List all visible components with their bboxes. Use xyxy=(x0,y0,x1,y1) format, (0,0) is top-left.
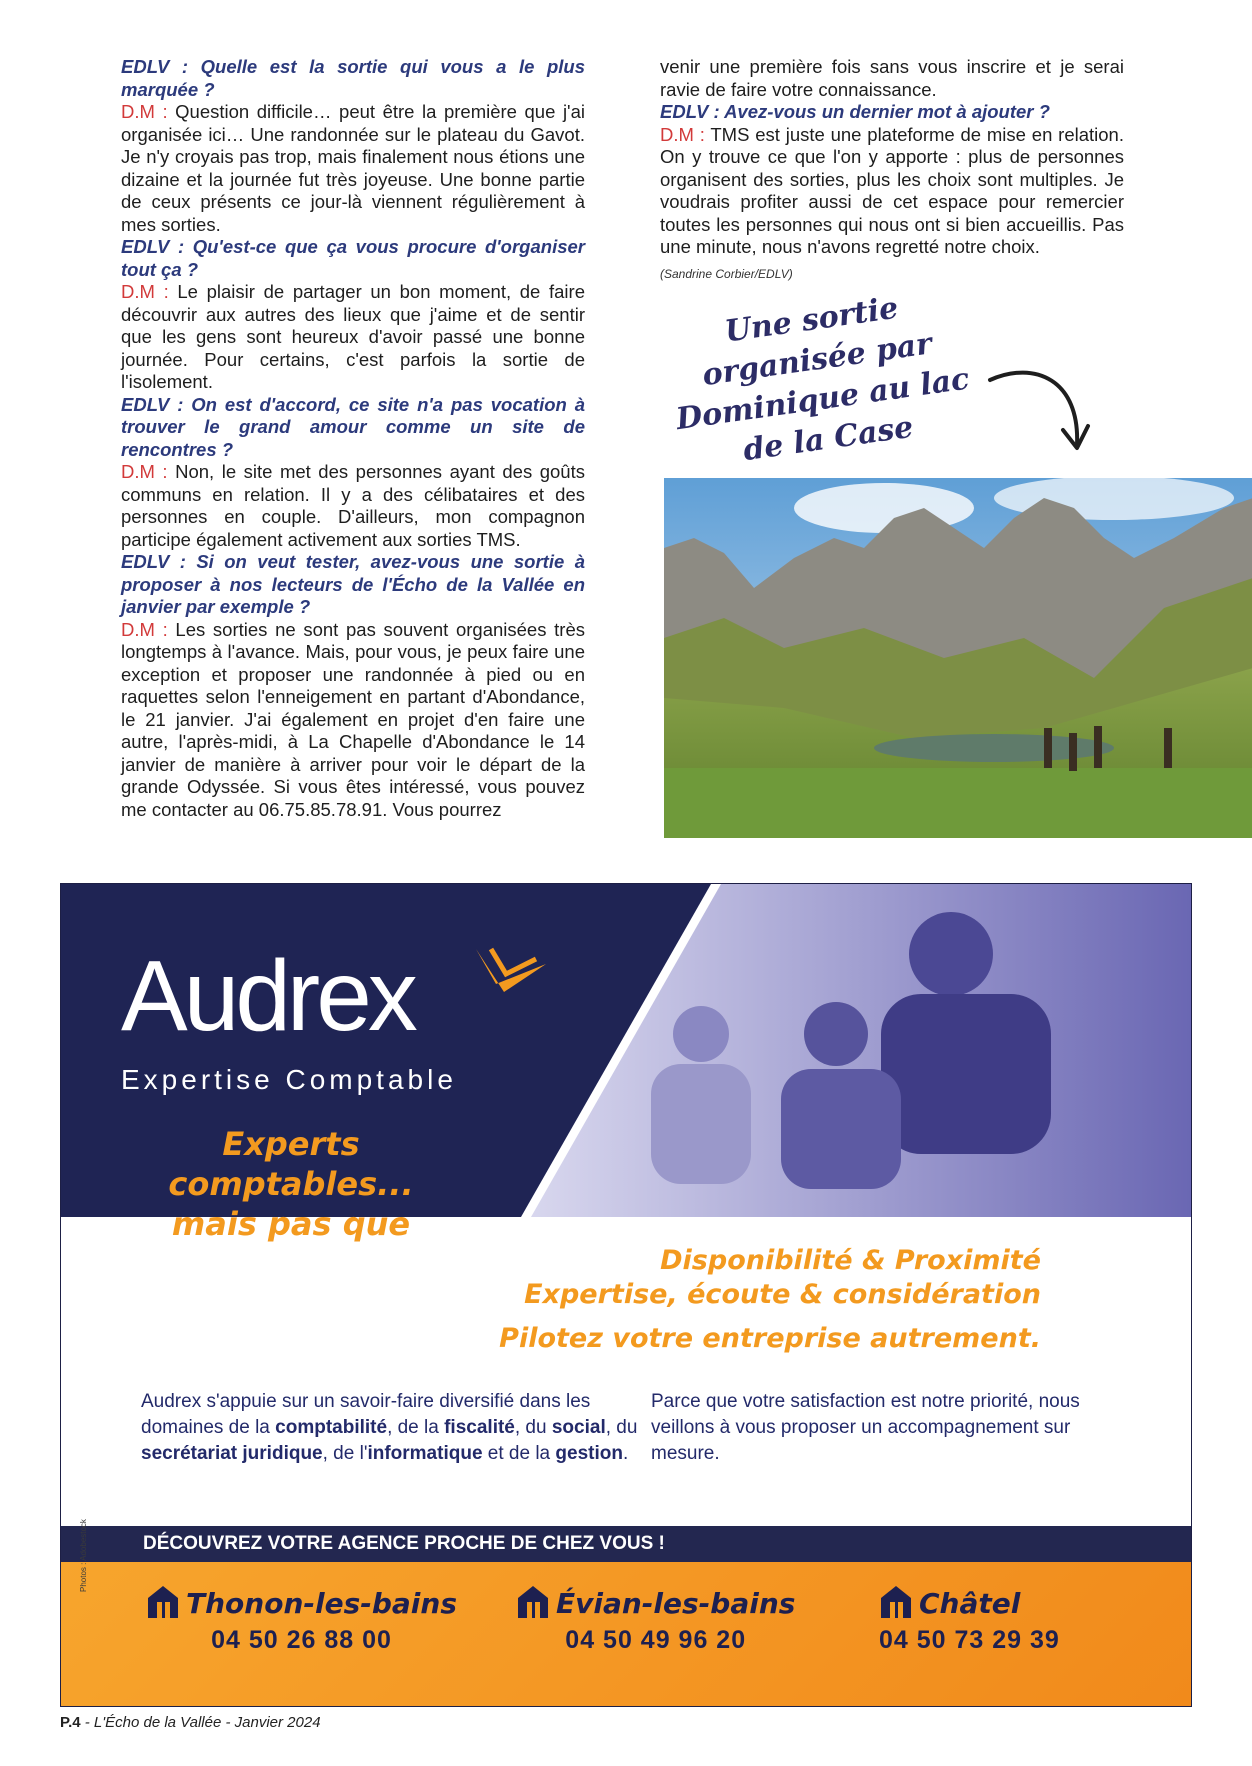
ad-slogan xyxy=(101,1124,481,1244)
audrex-tagline: Expertise Comptable xyxy=(121,1064,457,1095)
interview-question: EDLV : Si on veut tester, avez-vous une sortie à proposer à nos lecteurs de l'Écho de la Vallée en janvier par exemple ? xyxy=(121,551,585,617)
house-icon xyxy=(516,1584,550,1620)
ad-description-left: Audrex s'appuie sur un savoir-faire diversifié dans les domaines de la comptabilité, de la fiscalité, du social, du secrétariat juridique, de l'informatique et de la gestion. xyxy=(141,1391,638,1464)
answer-text: venir une première fois sans vous inscrire et je serai ravie de faire votre connaissance. xyxy=(660,56,1124,100)
value-line-3: Pilotez votre entreprise autrement. xyxy=(499,1323,1041,1354)
slogan-line-1: Experts comptables... xyxy=(168,1125,414,1203)
ad-description-right: Parce que votre satisfaction est notre priorité, nous veillons à vous proposer un accompagnement sur mesure. xyxy=(651,1391,1080,1464)
agency-name-evian: Évian-les-bains xyxy=(556,1587,796,1620)
photo-caption: Une sortie organisée par Dominique au lac de la Case xyxy=(673,290,972,469)
interview-question: EDLV : Avez-vous un dernier mot à ajouter ? xyxy=(660,101,1050,122)
agency-phone-evian[interactable]: 04 50 49 96 20 xyxy=(565,1626,747,1654)
article-right-column xyxy=(660,56,1124,285)
value-line-2: Expertise, écoute & considération xyxy=(524,1279,1041,1310)
agency-banner xyxy=(61,1526,1191,1562)
answer-text: TMS est juste une plateforme de mise en relation. On y trouve ce que l'on y apporte : plus de personnes organisent des sorties, plus les choix sont multiples. Je voudrais profiter aussi de cet espace pour remercier toutes les personnes qui nous ont si bien accueillis. Pas une minute, nous n'avons regretté notre choix. xyxy=(660,123,1124,257)
agency-evian xyxy=(516,1584,795,1655)
agency-name-chatel: Châtel xyxy=(919,1587,1021,1620)
speaker-label: D.M : xyxy=(121,461,168,482)
article-credit: (Sandrine Corbier/EDLV) xyxy=(660,266,793,281)
agency-phone-chatel[interactable]: 04 50 73 29 39 xyxy=(879,1626,1060,1654)
interview-question: EDLV : Quelle est la sortie qui vous a le plus marquée ? xyxy=(121,56,585,100)
speaker-label: D.M : xyxy=(121,281,169,302)
page-number: P.4 xyxy=(60,1714,81,1731)
answer-text: Question difficile… peut être la première que j'ai organisée ici… Une randonnée sur le plateau du Gavot. Je n'y croyais pas trop, mais finalement nous étions une dizaine et la journée fut très joyeuse. Une bonne partie de ceux présents ce jour-là viennent régulièrement à mes sorties. xyxy=(121,101,585,235)
answer-text: Le plaisir de partager un bon moment, de faire découvrir aux autres des lieux que j'aime et de sentir que les gens sont heureux d'avoir passé une bonne journée. Pour certains, c'est parfois la sortie de l'isolement. xyxy=(121,281,585,392)
value-line-1: Disponibilité & Proximité xyxy=(660,1245,1041,1276)
answer-text: Non, le site met des personnes ayant des goûts communs en relation. Il y a des célibataires et des personnes en couple. D'ailleurs, mon compagnon participe également activement aux sorties TMS. xyxy=(121,461,585,550)
interview-answer xyxy=(121,101,585,236)
audrex-logo: Audrex xyxy=(121,940,414,1052)
house-icon xyxy=(146,1584,180,1620)
interview-answer xyxy=(121,281,585,394)
hiking-photo xyxy=(664,478,1252,838)
slogan-line-2: mais pas que xyxy=(171,1205,411,1243)
chevron-logo-icon xyxy=(466,944,556,1004)
audrex-advertisement xyxy=(60,883,1192,1707)
answer-text: Les sorties ne sont pas souvent organisées très longtemps à l'avance. Mais, pour vous, je peux faire une exception et proposer une randonnée à pied ou en raquettes selon l'enneigement en partant d'Abondance, le 21 janvier. J'ai également en projet d'en faire une autre, l'après-midi, à La Chapelle d'Abondance le 14 janvier de manière à arriver pour voir le départ de la grande Odyssée. Si vous êtes intéressé, vous pouvez me contacter au 06.75.85.78.91. Vous pourrez xyxy=(121,618,585,820)
interview-answer xyxy=(121,619,585,822)
speaker-label: D.M : xyxy=(660,123,705,145)
agency-phone-thonon[interactable]: 04 50 26 88 00 xyxy=(211,1626,392,1654)
arrow-icon xyxy=(985,360,1095,460)
interview-question: EDLV : On est d'accord, ce site n'a pas vocation à trouver le grand amour comme un site de rencontres ? xyxy=(121,393,585,460)
interview-question: EDLV : Qu'est-ce que ça vous procure d'organiser tout ça ? xyxy=(121,236,585,280)
footer-publication: - L'Écho de la Vallée - Janvier 2024 xyxy=(80,1714,321,1731)
photo-credit-vertical: Photos : Adobestock xyxy=(79,1519,88,1592)
interview-answer xyxy=(121,461,585,551)
speaker-label: D.M : xyxy=(121,618,168,640)
ad-people-photo xyxy=(531,884,1191,1217)
page-footer xyxy=(60,1714,321,1731)
ad-values xyxy=(499,1244,1041,1356)
interview-answer xyxy=(660,56,1124,101)
agency-banner-text: DÉCOUVREZ VOTRE AGENCE PROCHE DE CHEZ VOUS ! xyxy=(143,1533,665,1554)
house-icon xyxy=(879,1584,913,1620)
agency-name-thonon: Thonon-les-bains xyxy=(186,1587,458,1620)
agency-thonon xyxy=(146,1584,457,1655)
article-left-column xyxy=(121,56,585,821)
interview-answer xyxy=(660,124,1124,259)
speaker-label: D.M : xyxy=(121,101,168,122)
agency-chatel xyxy=(879,1584,1060,1655)
